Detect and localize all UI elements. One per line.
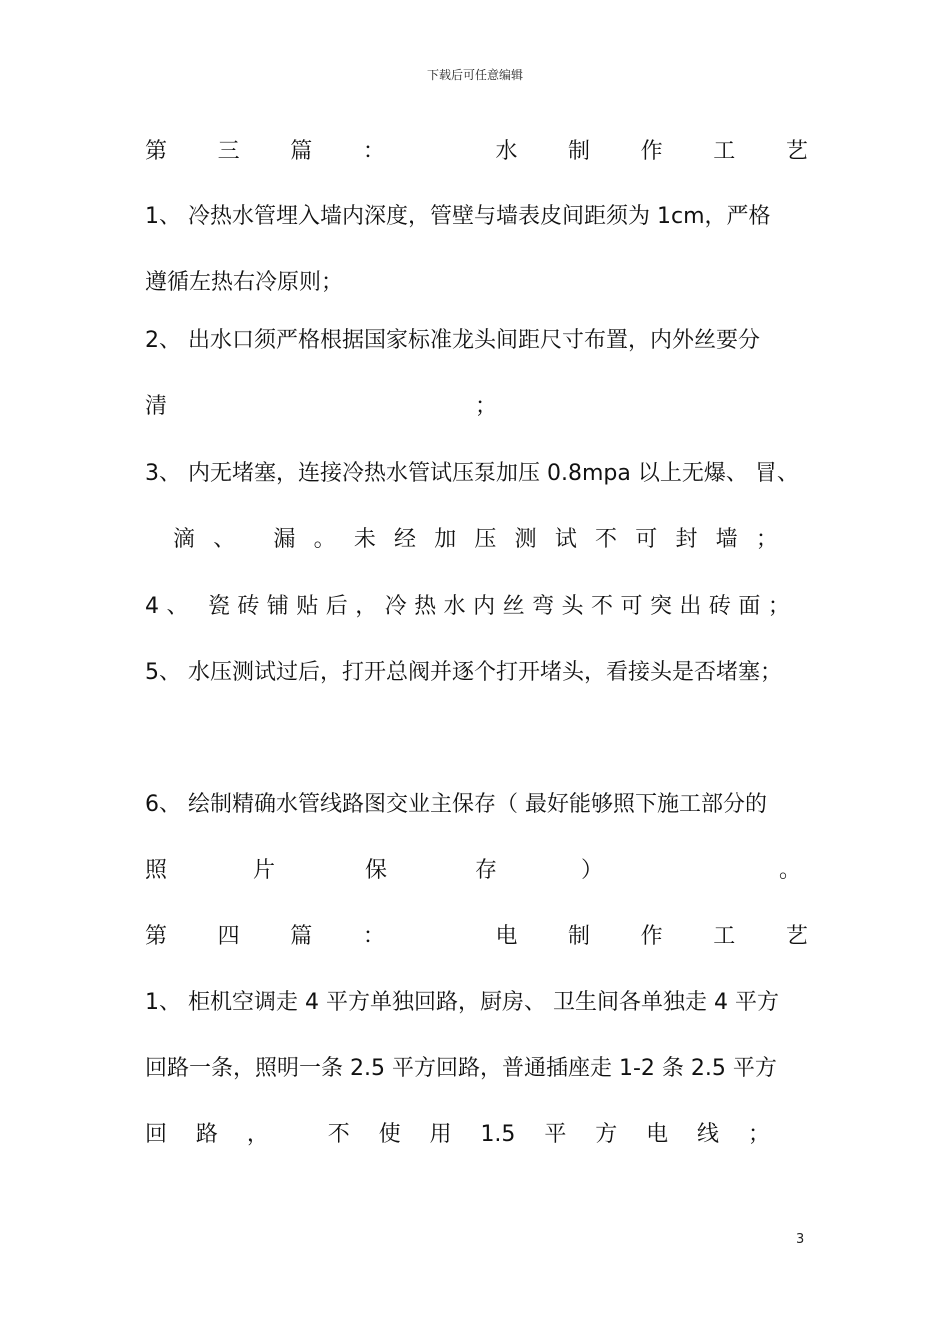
text-char: 可 bbox=[635, 527, 658, 552]
text-char: 面 bbox=[738, 594, 761, 619]
s3-item5: 5、 水压测试过后，打开总阀并逐个打开堵头，看接头是否堵塞； bbox=[145, 660, 782, 685]
text-char: 水 bbox=[443, 594, 466, 619]
title-char: 篇 bbox=[290, 139, 313, 164]
page-header: 下载后可任意编辑 bbox=[426, 68, 523, 82]
text-char: 试 bbox=[554, 527, 577, 552]
page-number: 3 bbox=[796, 1232, 805, 1247]
text-char: ， bbox=[355, 594, 378, 619]
text-char: ； bbox=[767, 594, 790, 619]
title-char: 作 bbox=[640, 924, 663, 949]
text-char: 方 bbox=[595, 1122, 618, 1147]
text-char: 突 bbox=[649, 594, 672, 619]
title-char: 艺 bbox=[785, 924, 808, 949]
text-char: 平 bbox=[544, 1122, 567, 1147]
s3-item4 bbox=[145, 592, 790, 622]
s4-item1-line1: 1、 柜机空调走 4 平方单独回路，厨房、 卫生间各单独走 4 平方 bbox=[145, 990, 779, 1015]
text-char: 4 bbox=[145, 594, 159, 619]
text-char: 使 bbox=[378, 1122, 401, 1147]
text-char: 未 bbox=[353, 527, 376, 552]
text-char: 压 bbox=[474, 527, 497, 552]
text-char: 回 bbox=[145, 1122, 168, 1147]
s3-item2-line1: 2、 出水口须严格根据国家标准龙头间距尺寸布置，内外丝要分 bbox=[145, 328, 760, 353]
text-char: 经 bbox=[394, 527, 417, 552]
text-char: 贴 bbox=[296, 594, 319, 619]
text-char: 加 bbox=[434, 527, 457, 552]
text-char: ） bbox=[581, 858, 604, 883]
text-char: 可 bbox=[620, 594, 643, 619]
s4-item1-line3 bbox=[145, 1120, 770, 1150]
text-char: 、 bbox=[213, 527, 236, 552]
text-char: 砖 bbox=[708, 594, 731, 619]
section3-title bbox=[145, 137, 808, 167]
text-char: 1.5 bbox=[480, 1122, 516, 1147]
text-char: 封 bbox=[675, 527, 698, 552]
s3-item3-line2 bbox=[173, 525, 778, 555]
s4-item1-line2: 回路一条，照明一条 2.5 平方回路，普通插座走 1-2 条 2.5 平方 bbox=[145, 1056, 777, 1081]
title-char: 艺 bbox=[785, 139, 808, 164]
text-char: ； bbox=[475, 394, 498, 419]
text-char: 出 bbox=[679, 594, 702, 619]
text-char: 电 bbox=[646, 1122, 669, 1147]
text-char: 存 bbox=[475, 858, 498, 883]
text-char: 清 bbox=[145, 394, 168, 419]
s3-item1-line2: 遵循左热右冷原则； bbox=[145, 270, 344, 295]
title-char: 电 bbox=[495, 924, 518, 949]
text-char: 后 bbox=[325, 594, 348, 619]
text-char: 测 bbox=[514, 527, 537, 552]
text-char: 线 bbox=[697, 1122, 720, 1147]
title-char: 工 bbox=[713, 924, 736, 949]
title-char: ： bbox=[362, 924, 385, 949]
title-char: ： bbox=[362, 139, 385, 164]
title-char: 制 bbox=[568, 139, 591, 164]
title-char: 篇 bbox=[290, 924, 313, 949]
title-char: 工 bbox=[713, 139, 736, 164]
text-char: 漏 bbox=[273, 527, 296, 552]
text-char: 弯 bbox=[532, 594, 555, 619]
text-char: 。 bbox=[779, 858, 802, 883]
text-char: ， bbox=[246, 1122, 269, 1147]
text-char: ； bbox=[755, 527, 778, 552]
text-char: 滴 bbox=[173, 527, 196, 552]
text-char: ； bbox=[747, 1122, 770, 1147]
text-char: 砖 bbox=[237, 594, 260, 619]
title-char: 制 bbox=[568, 924, 591, 949]
text-char: 瓷 bbox=[207, 594, 230, 619]
text-char: 用 bbox=[429, 1122, 452, 1147]
text-char: 内 bbox=[473, 594, 496, 619]
text-char: 头 bbox=[561, 594, 584, 619]
text-char: 丝 bbox=[502, 594, 525, 619]
text-char: 铺 bbox=[266, 594, 289, 619]
title-char: 四 bbox=[217, 924, 240, 949]
text-char: 、 bbox=[166, 594, 189, 619]
title-char: 第 bbox=[145, 924, 168, 949]
text-char: 。 bbox=[313, 527, 336, 552]
text-char: 不 bbox=[327, 1122, 350, 1147]
s3-item3-line1: 3、 内无堵塞，连接冷热水管试压泵加压 0.8mpa 以上无爆、 冒、 bbox=[145, 461, 799, 486]
text-char: 冷 bbox=[384, 594, 407, 619]
text-char: 保 bbox=[365, 858, 388, 883]
s3-item1-line1: 1、 冷热水管埋入墙内深度，管壁与墙表皮间距须为 1cm，严格 bbox=[145, 204, 771, 229]
s3-item6-line1: 6、 绘制精确水管线路图交业主保存（ 最好能够照下施工部分的 bbox=[145, 792, 767, 817]
title-char: 第 bbox=[145, 139, 168, 164]
text-char: 片 bbox=[253, 858, 276, 883]
text-char: 路 bbox=[195, 1122, 218, 1147]
section4-title bbox=[145, 922, 808, 952]
text-char: 不 bbox=[595, 527, 618, 552]
text-char: 照 bbox=[145, 858, 168, 883]
text-char: 墙 bbox=[715, 527, 738, 552]
title-char: 水 bbox=[495, 139, 518, 164]
title-char: 作 bbox=[640, 139, 663, 164]
text-char: 热 bbox=[414, 594, 437, 619]
text-char: 不 bbox=[591, 594, 614, 619]
title-char: 三 bbox=[217, 139, 240, 164]
